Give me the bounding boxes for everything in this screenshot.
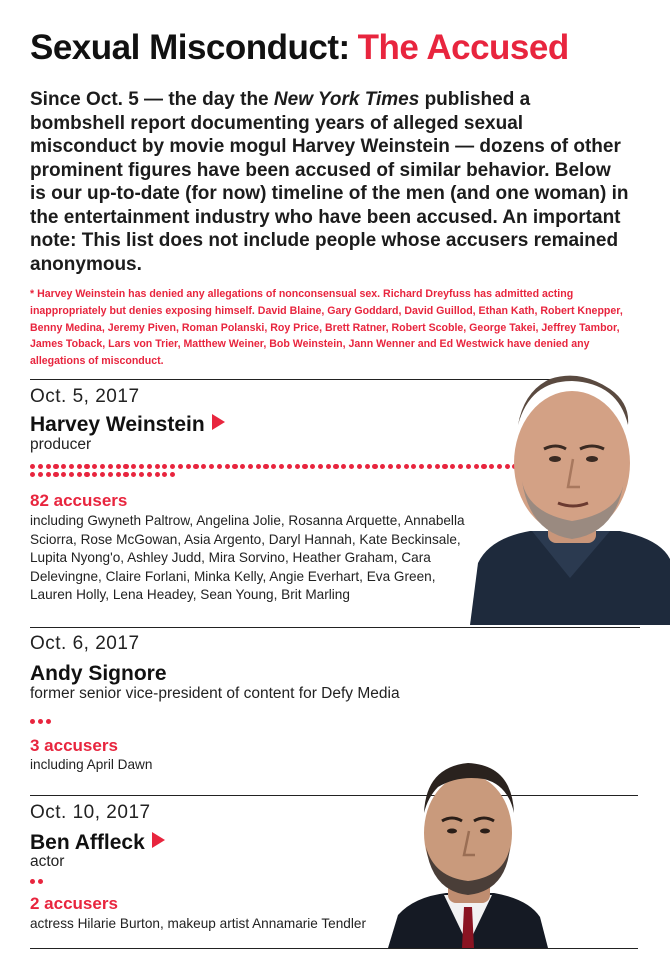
accuser-dot (155, 464, 160, 469)
accuser-dot (147, 472, 152, 477)
accuser-dots (30, 464, 525, 477)
entry-name-text: Harvey Weinstein (30, 413, 205, 436)
ben-affleck-photo (388, 755, 548, 948)
accuser-dot (100, 472, 105, 477)
accuser-dot (92, 464, 97, 469)
accuser-dot (162, 464, 167, 469)
accuser-dot (248, 464, 253, 469)
accuser-dot (30, 719, 35, 724)
accuser-dot (100, 464, 105, 469)
accuser-dot (333, 464, 338, 469)
accuser-dot (69, 472, 74, 477)
accuser-count: 2 accusers (30, 894, 118, 913)
accuser-dot (209, 464, 214, 469)
accuser-dot (411, 464, 416, 469)
accuser-dot (30, 472, 35, 477)
accuser-dot (116, 464, 121, 469)
accuser-details: including April Dawn (30, 757, 153, 772)
accuser-dot (61, 472, 66, 477)
accuser-dot (38, 719, 43, 724)
accuser-dot (450, 464, 455, 469)
accuser-dot (365, 464, 370, 469)
accuser-dot (53, 472, 58, 477)
accuser-dot (38, 472, 43, 477)
intro-paragraph (30, 88, 630, 276)
accuser-dot (123, 472, 128, 477)
accuser-dot (77, 472, 82, 477)
accuser-dot (170, 464, 175, 469)
divider (30, 948, 638, 949)
accuser-dot (139, 472, 144, 477)
entry-name[interactable] (30, 831, 165, 855)
accuser-dot (46, 464, 51, 469)
accuser-dot (396, 464, 401, 469)
accuser-details: actress Hilarie Burton, makeup artist Annamarie Tendler (30, 916, 366, 931)
accuser-dot (419, 464, 424, 469)
play-arrow-icon[interactable] (212, 414, 225, 430)
accuser-dot (108, 464, 113, 469)
divider (30, 627, 640, 628)
accuser-dot (225, 464, 230, 469)
accuser-dot (217, 464, 222, 469)
entry-role: actor (30, 853, 65, 870)
accuser-dot (178, 464, 183, 469)
accuser-dot (404, 464, 409, 469)
accuser-dot (69, 464, 74, 469)
accuser-dot (155, 472, 160, 477)
accuser-dot (170, 472, 175, 477)
accuser-dot (357, 464, 362, 469)
accuser-dot (295, 464, 300, 469)
intro-text-end: published a bombshell report documenting years of alleged sexual misconduct by movie mogul Harvey Weinstein — dozens of other prominent figures have been accused of similar behavior. Below is our up-to-date (for now) timeline of the men (and one woman) in the entertainment industry who have been accused. An important note: This list does not include people whose accusers remained anonymous. (30, 89, 629, 275)
harvey-weinstein-photo (470, 363, 670, 625)
accuser-details: including Gwyneth Paltrow, Angelina Jolie, Rosanna Arquette, Annabella Sciorra, Rose McGowan, Asia Argento, Daryl Hannah, Kate Beckinsale, Lupita Nyong'o, Ashley Judd, Mira Sorvino, Heather Graham, Cara Delevingne, Claire Forlani, Minka Kelly, Angie Everhart, Eva Green, Lauren Holly, Lena Headey, Sean Young, Brit Marling (30, 513, 465, 603)
entry-name-text: Andy Signore (30, 662, 167, 685)
accuser-dot (326, 464, 331, 469)
entry-role: former senior vice-president of content for Defy Media (30, 685, 400, 702)
accuser-dot (380, 464, 385, 469)
entry-name[interactable] (30, 413, 225, 437)
accuser-dot (318, 464, 323, 469)
entry-date: Oct. 5, 2017 (30, 386, 140, 407)
entry-name-text: Ben Affleck (30, 831, 145, 854)
accuser-dot (162, 472, 167, 477)
accuser-dot (435, 464, 440, 469)
accuser-dots (30, 719, 525, 724)
accuser-dot (349, 464, 354, 469)
accuser-dot (442, 464, 447, 469)
accuser-dot (256, 464, 261, 469)
accuser-dot (271, 464, 276, 469)
accuser-dot (458, 464, 463, 469)
accuser-dot (30, 464, 35, 469)
accuser-dot (232, 464, 237, 469)
accuser-dot (123, 464, 128, 469)
page-title (30, 28, 569, 68)
accuser-dot (84, 472, 89, 477)
accuser-dot (310, 464, 315, 469)
accuser-dot (46, 719, 51, 724)
accuser-dot (341, 464, 346, 469)
accuser-dot (372, 464, 377, 469)
entry-name (30, 662, 167, 686)
entry-date: Oct. 6, 2017 (30, 633, 140, 654)
accuser-count: 3 accusers (30, 736, 118, 755)
accuser-dot (263, 464, 268, 469)
accuser-dot (61, 464, 66, 469)
accuser-dot (302, 464, 307, 469)
entry-date: Oct. 10, 2017 (30, 802, 151, 823)
accuser-dot (38, 464, 43, 469)
accuser-dot (46, 472, 51, 477)
accuser-dot (53, 464, 58, 469)
accuser-dot (201, 464, 206, 469)
title-black: Sexual Misconduct: (30, 28, 350, 67)
accuser-dot (131, 472, 136, 477)
accuser-dot (30, 879, 35, 884)
accuser-dot (139, 464, 144, 469)
play-arrow-icon[interactable] (152, 832, 165, 848)
accuser-dot (193, 464, 198, 469)
accuser-dot (84, 464, 89, 469)
title-red: The Accused (357, 28, 569, 67)
accuser-count: 82 accusers (30, 491, 128, 510)
intro-text-start: Since Oct. 5 — the day the (30, 89, 274, 110)
accuser-dot (287, 464, 292, 469)
accuser-dot (427, 464, 432, 469)
accuser-dot (388, 464, 393, 469)
accuser-dot (240, 464, 245, 469)
entry-role: producer (30, 436, 92, 453)
accuser-dot (108, 472, 113, 477)
accuser-dot (116, 472, 121, 477)
accuser-dot (279, 464, 284, 469)
accuser-dot (147, 464, 152, 469)
intro-publication: New York Times (273, 89, 420, 110)
accuser-dot (131, 464, 136, 469)
accuser-dot (77, 464, 82, 469)
accuser-dot (186, 464, 191, 469)
disclaimer-note: * Harvey Weinstein has denied any allegations of nonconsensual sex. Richard Dreyfuss has admitted acting inappropriately but denies exposing himself. David Blaine, Gary Goddard, David Guillod, Ethan Kath, Robert Knepper, Benny Medina, Jeremy Piven, Roman Polanski, Roy Price, Brett Ratner, Robert Scoble, George Takei, Jeffrey Tambor, James Toback, Lars von Trier, Matthew Weiner, Bob Weinstein, Jann Wenner and Ed Westwick have denied any allegations of misconduct. (30, 288, 623, 368)
accuser-dot (92, 472, 97, 477)
accuser-dot (38, 879, 43, 884)
